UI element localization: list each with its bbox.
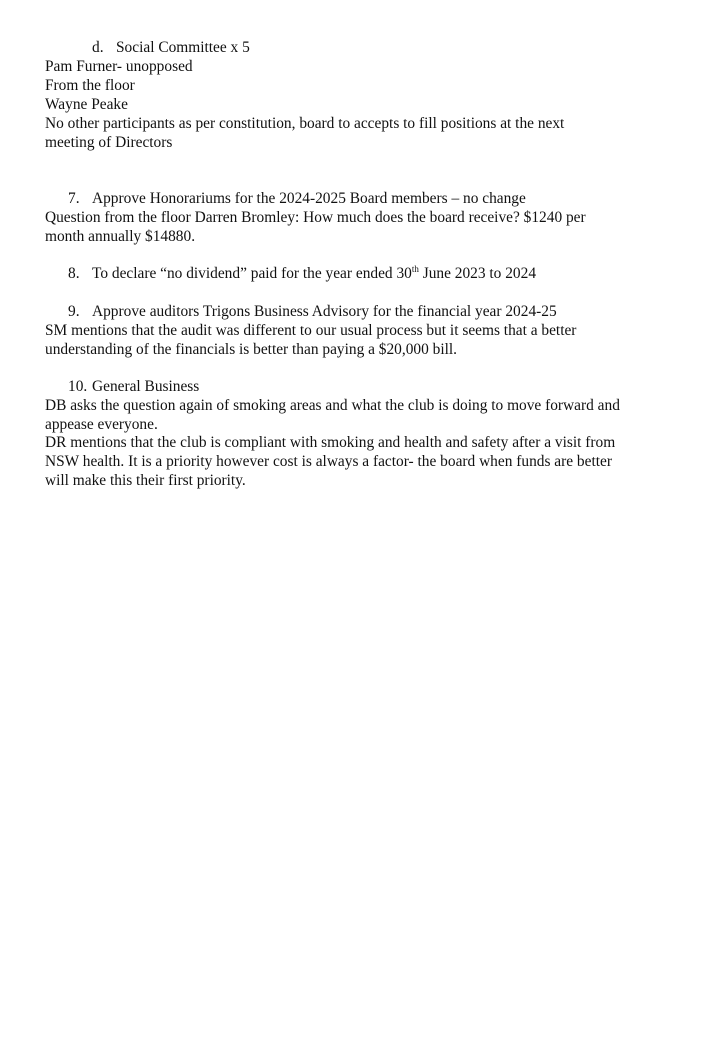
item-7-heading <box>68 189 526 208</box>
item-10-line: DR mentions that the club is compliant with smoking and health and safety after a visit from <box>45 434 616 451</box>
item-9-heading <box>68 302 557 321</box>
item-10-line: NSW health. It is a priority however cost is always a factor- the board when funds are better <box>45 453 612 470</box>
item-7-title: Approve Honorariums for the 2024-2025 Board members – no change <box>92 190 526 207</box>
section-d-line: From the floor <box>45 77 135 94</box>
item-8-title-text: To declare “no dividend” paid for the year ended 30 <box>92 265 412 282</box>
section-d-title: Social Committee x 5 <box>116 39 250 56</box>
item-9-line: SM mentions that the audit was different to our usual process but it seems that a better <box>45 322 577 339</box>
section-d-marker: d. <box>92 39 104 56</box>
item-8-superscript: th <box>411 263 419 274</box>
section-d-line: meeting of Directors <box>45 134 173 151</box>
section-d-line: Pam Furner- unopposed <box>45 58 193 75</box>
item-10-heading <box>68 377 199 396</box>
item-10-line: will make this their first priority. <box>45 472 246 489</box>
item-7-line: Question from the floor Darren Bromley: How much does the board receive? $1240 per <box>45 209 586 226</box>
item-10-title: General Business <box>92 378 200 395</box>
item-10-number: 10. <box>68 378 88 395</box>
item-10-line: DB asks the question again of smoking areas and what the club is doing to move forward and <box>45 397 620 414</box>
section-d-line: Wayne Peake <box>45 96 128 113</box>
item-8-number: 8. <box>68 265 80 282</box>
item-8-title-text: June 2023 to 2024 <box>418 265 537 282</box>
item-7-number: 7. <box>68 190 80 207</box>
item-9-line: understanding of the financials is better than paying a $20,000 bill. <box>45 341 458 358</box>
item-9-number: 9. <box>68 303 80 320</box>
section-d-heading <box>92 38 250 57</box>
item-10-line: appease everyone. <box>45 416 158 433</box>
item-8-title <box>92 265 536 282</box>
item-7-line: month annually $14880. <box>45 228 196 245</box>
item-8-heading <box>68 264 536 283</box>
section-d-line: No other participants as per constitution, board to accepts to fill positions at the next <box>45 115 565 132</box>
item-9-title: Approve auditors Trigons Business Advisory for the financial year 2024-25 <box>92 303 557 320</box>
